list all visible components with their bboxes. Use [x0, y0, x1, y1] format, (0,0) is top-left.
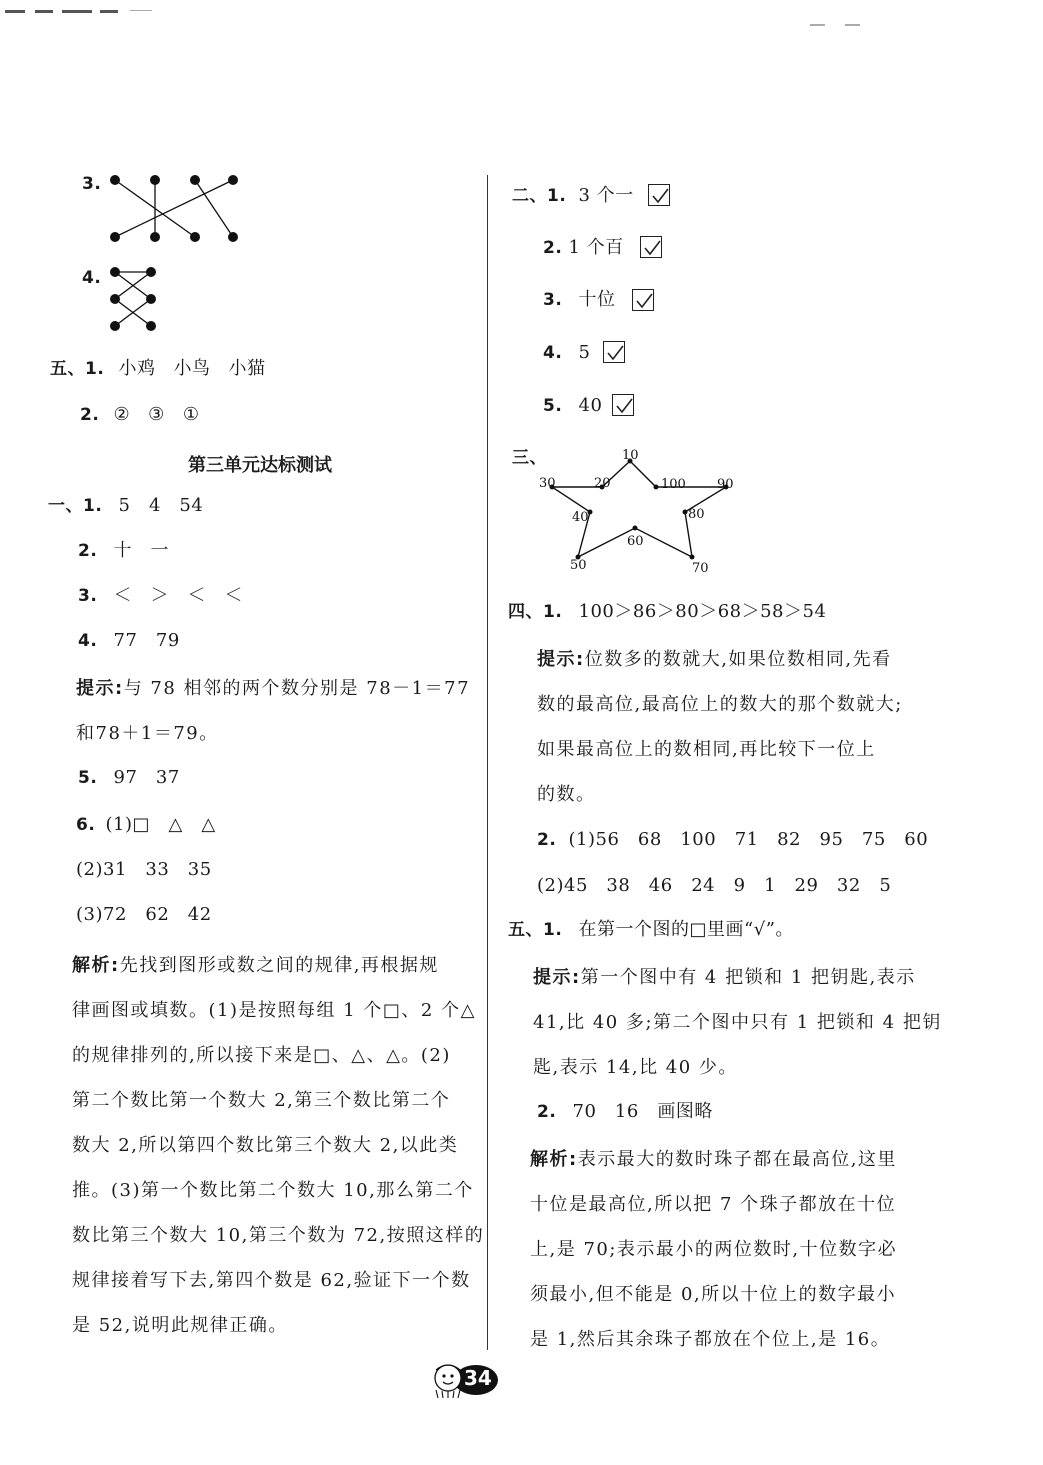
- section-5-q2: [80, 403, 199, 427]
- star-diagram: [530, 442, 750, 582]
- section-2-q5: [543, 394, 602, 418]
- analysis-line: 数大 2,所以第四个数比第三个数大 2,以此类: [72, 1135, 459, 1156]
- section-5-q1: [50, 357, 266, 381]
- question-4-label: 4.: [82, 268, 102, 288]
- hint-line: 41,比 40 多;第二个图中只有 1 把锁和 4 把钥: [533, 1012, 942, 1033]
- star-number: 20: [594, 476, 611, 491]
- q-label: 五、1.: [508, 920, 563, 940]
- analysis-line: 是 1,然后其余珠子都放在个位上,是 16。: [530, 1329, 891, 1350]
- analysis-line: 推。(3)第一个数比第二个数大 10,那么第二个: [72, 1180, 474, 1201]
- matching-diagram-3: [105, 170, 245, 250]
- star-number: 50: [570, 558, 587, 573]
- matching-diagram-4: [105, 262, 165, 337]
- answer: ＜ ＞ ＜ ＜: [113, 585, 244, 606]
- hint-3: [533, 955, 948, 1090]
- section-1-q3: [78, 584, 243, 608]
- analysis-label: 解析:: [72, 955, 120, 976]
- analysis-line: 数比第三个数大 10,第三个数为 72,按照这样的: [72, 1225, 485, 1246]
- section-2-q1: [512, 184, 634, 208]
- section-4-q2: [537, 828, 928, 852]
- q-label: 3.: [543, 290, 563, 310]
- question-3-label: 3.: [82, 174, 102, 194]
- q-label: 一、1.: [48, 496, 103, 516]
- hint-line: 的数。: [537, 784, 596, 805]
- q-label: 2.: [543, 238, 563, 258]
- hint-line: 如果最高位上的数相同,再比较下一位上: [537, 739, 876, 760]
- star-number: 60: [627, 534, 644, 549]
- answer: 70 16 画图略: [572, 1101, 713, 1122]
- analysis-line: 的规律排列的,所以接下来是□、△、△。(2): [72, 1045, 451, 1066]
- analysis-text: 先找到图形或数之间的规律,再根据规: [119, 955, 439, 976]
- scan-mark: [5, 10, 25, 13]
- q-label: 5.: [78, 768, 98, 788]
- hint-label: 提示:: [76, 678, 124, 699]
- answer: 97 37: [113, 767, 180, 788]
- q-label: 四、1.: [508, 602, 563, 622]
- q-label: 二、1.: [512, 186, 567, 206]
- analysis-line: 规律接着写下去,第四个数是 62,验证下一个数: [72, 1270, 471, 1291]
- answer: (1)56 68 100 71 82 95 75 60: [568, 829, 929, 850]
- section-2-q2: [543, 236, 624, 260]
- scan-mark: [810, 24, 825, 26]
- section-2-q3: [543, 288, 616, 312]
- answer: 十 一: [113, 540, 170, 561]
- answer: 3 个一: [578, 185, 634, 206]
- analysis-text: 表示最大的数时珠子都在最高位,这里: [577, 1149, 897, 1170]
- analysis-2: [530, 1137, 945, 1362]
- star-number: 30: [539, 476, 556, 491]
- checked-box: [603, 341, 625, 363]
- hint-label: 提示:: [533, 967, 581, 988]
- hint-text: 与 78 相邻的两个数分别是 78－1＝77: [123, 678, 471, 699]
- analysis-line: 上,是 70;表示最小的两位数时,十位数字必: [530, 1239, 898, 1260]
- section-1-q2: [78, 539, 169, 563]
- hint-line: 数的最高位,最高位上的数大的那个数就大;: [537, 694, 903, 715]
- analysis-line: 第二个数比第一个数大 2,第三个数比第二个: [72, 1090, 451, 1111]
- hint-2: [537, 637, 947, 817]
- answer: 在第一个图的□里画“√”。: [578, 919, 794, 940]
- answer: 小鸟: [173, 358, 211, 379]
- answer: 40: [578, 395, 603, 416]
- q-label: 5.: [543, 396, 563, 416]
- analysis-line: [530, 1137, 945, 1182]
- checked-box: [648, 184, 670, 206]
- checked-box: [632, 289, 654, 311]
- hint-line: 和78＋1＝79。: [76, 723, 219, 744]
- scan-mark: [62, 10, 92, 13]
- hint-label: 提示:: [537, 649, 585, 670]
- analysis-line: 律画图或填数。(1)是按照每组 1 个□、2 个△: [72, 1000, 476, 1021]
- answer: 小鸡: [118, 358, 156, 379]
- hint-line: [533, 955, 948, 1000]
- analysis-line: 须最小,但不能是 0,所以十位上的数字最小: [530, 1284, 897, 1305]
- scan-mark: [35, 10, 53, 13]
- answer: 小猫: [228, 358, 266, 379]
- section-5-q2-label: 2.: [80, 405, 100, 425]
- hint-text: 第一个图中有 4 把锁和 1 把钥匙,表示: [580, 967, 916, 988]
- star-number: 90: [717, 477, 734, 492]
- answer: ②: [113, 404, 131, 425]
- q-label: 2.: [537, 830, 557, 850]
- section-5-q1-right: [508, 918, 794, 942]
- column-divider: [487, 175, 488, 1350]
- answer: ③: [148, 404, 165, 425]
- section-4-q1: [508, 600, 826, 624]
- analysis-line: 是 52,说明此规律正确。: [72, 1315, 288, 1336]
- section-1-q6-part2: (2)31 33 35: [76, 859, 212, 880]
- hint-1: [76, 666, 486, 756]
- section-1-q4: [78, 629, 180, 653]
- hint-line: [537, 637, 947, 682]
- hint-line: [76, 666, 486, 711]
- analysis-line: [72, 943, 487, 988]
- answer: 100＞86＞80＞68＞58＞54: [578, 601, 827, 622]
- answer: 5 4 54: [118, 495, 204, 516]
- scan-mark: [130, 10, 152, 11]
- star-number: 100: [661, 477, 686, 492]
- star-number: 10: [622, 448, 639, 463]
- section-4-q2-part2: (2)45 38 46 24 9 1 29 32 5: [537, 875, 892, 896]
- scan-mark: [845, 24, 860, 26]
- section-1-q6: [76, 813, 216, 837]
- star-number: 40: [572, 510, 589, 525]
- page-number: 34: [464, 1366, 492, 1390]
- checked-box: [640, 236, 662, 258]
- answer: 77 79: [113, 630, 180, 651]
- section-1-q5: [78, 766, 180, 790]
- answer: (1)□ △ △: [105, 814, 216, 835]
- answer: 5: [578, 342, 591, 363]
- section-5-q2-right: [537, 1100, 713, 1124]
- q-label: 2.: [78, 541, 98, 561]
- q-label: 4.: [78, 631, 98, 651]
- answer: ①: [182, 404, 200, 425]
- section-2-q4: [543, 341, 590, 365]
- q-label: 2.: [537, 1102, 557, 1122]
- star-number: 80: [688, 507, 705, 522]
- answer: 1 个百: [568, 237, 624, 258]
- q-label: 3.: [78, 586, 98, 606]
- hint-text: 位数多的数就大,如果位数相同,先看: [584, 649, 892, 670]
- analysis-line: 十位是最高位,所以把 7 个珠子都放在十位: [530, 1194, 897, 1215]
- q-label: 4.: [543, 343, 563, 363]
- checked-box: [612, 394, 634, 416]
- hint-line: 匙,表示 14,比 40 少。: [533, 1057, 738, 1078]
- star-number: 70: [692, 561, 709, 576]
- analysis-1: [72, 943, 487, 1348]
- section-3-label: 三、: [512, 448, 547, 468]
- unit-test-title: 第三单元达标测试: [188, 455, 332, 476]
- answer: 十位: [578, 289, 616, 310]
- section-5-q1-label: 五、1.: [50, 359, 105, 379]
- scan-mark: [100, 10, 118, 13]
- section-1-q6-part3: (3)72 62 42: [76, 904, 212, 925]
- q-label: 6.: [76, 815, 96, 835]
- section-1-q1: [48, 494, 203, 518]
- analysis-label: 解析:: [530, 1149, 578, 1170]
